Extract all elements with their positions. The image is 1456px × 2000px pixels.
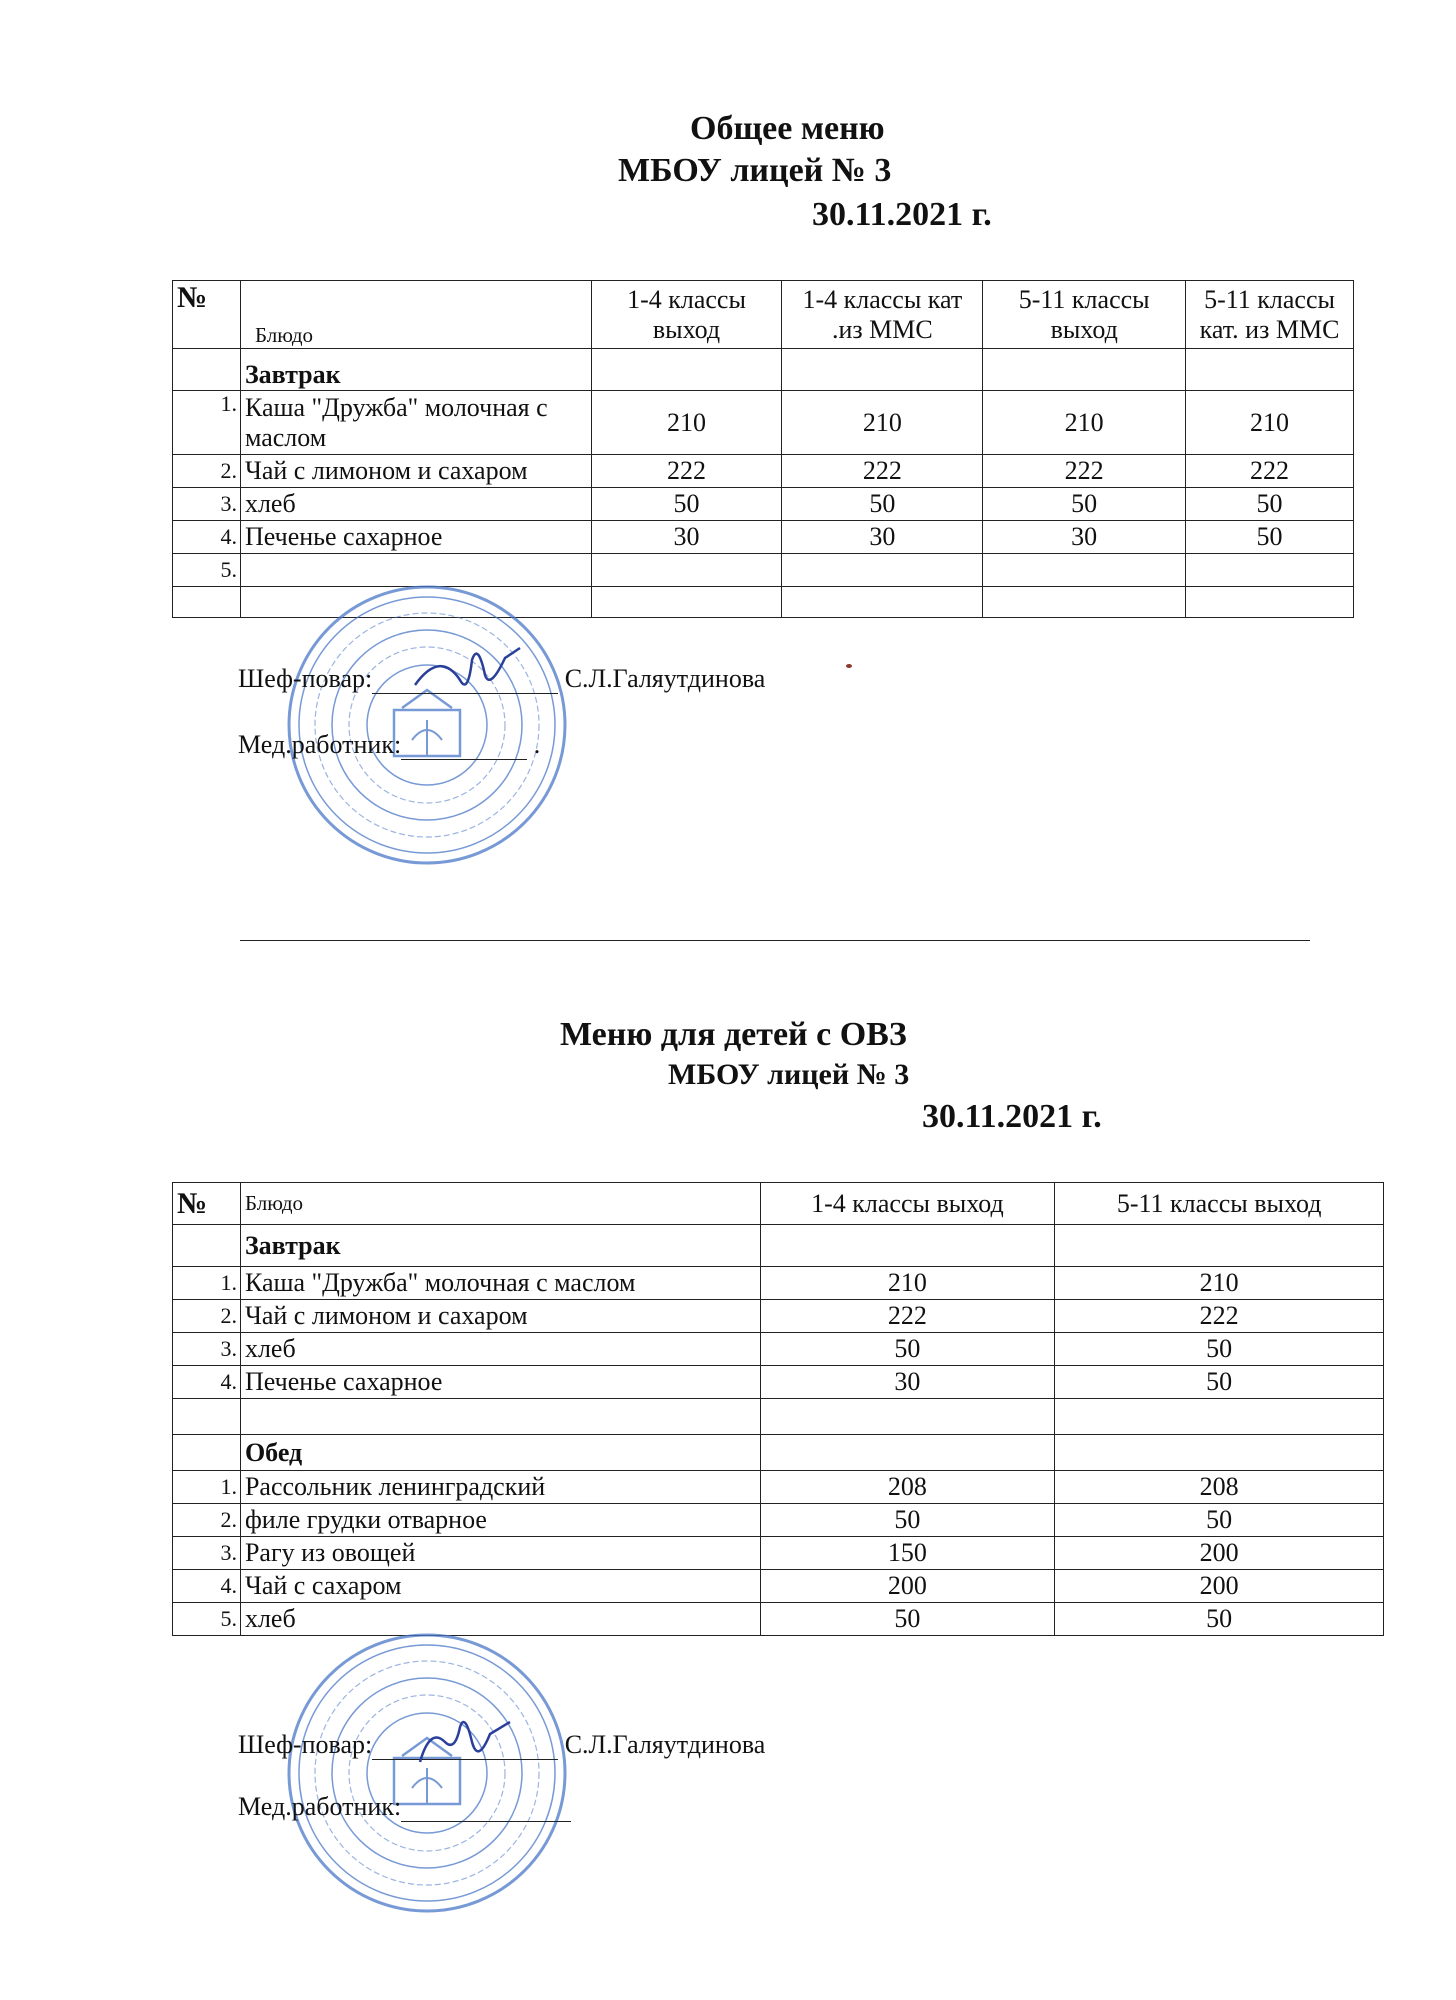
menu1-school: МБОУ лицей № 3 [618,152,892,189]
header-col-2: 1-4 классы кат .из ММС [782,281,983,349]
chef-label: Шеф-повар: [238,1730,373,1759]
row-value: 200 [1055,1537,1384,1570]
header-dish: Блюдо [240,281,591,349]
row-value: 200 [1055,1570,1384,1603]
table-row [173,1333,1384,1366]
row-value: 222 [1055,1300,1384,1333]
row-value: 200 [760,1570,1055,1603]
table-row [173,1267,1384,1300]
row-value: 222 [591,455,782,488]
table-row [173,1537,1384,1570]
row-dish: Рассольник ленинградский [240,1471,760,1504]
row-value: 50 [1055,1504,1384,1537]
row-dish: хлеб [240,1603,760,1636]
row-dish: Печенье сахарное [240,521,591,554]
row-value: 50 [983,488,1186,521]
stamp-seal-icon [282,1628,572,1918]
row-num: 4. [173,521,241,554]
section-breakfast: Завтрак [240,349,591,391]
menu2-date: 30.11.2021 г. [922,1098,1102,1135]
row-dish: Рагу из овощей [240,1537,760,1570]
row-dish: Каша "Дружба" молочная с маслом [240,1267,760,1300]
row-value: 50 [1186,521,1354,554]
row-value: 208 [1055,1471,1384,1504]
row-value: 30 [591,521,782,554]
table-row [173,455,1354,488]
section-breakfast: Завтрак [240,1225,760,1267]
row-num: 1. [173,1267,241,1300]
med-signature-line [401,733,527,760]
row-value: 208 [760,1471,1055,1504]
table-row [173,1300,1384,1333]
section-row [173,1435,1384,1471]
row-num: 4. [173,1570,241,1603]
menu1-date: 30.11.2021 г. [812,196,992,233]
header-col-1: 1-4 классы выход [591,281,782,349]
chef-name: С.Л.Галяутдинова [564,664,766,693]
row-value: 50 [760,1333,1055,1366]
row-value: 222 [760,1300,1055,1333]
header-num: № [173,1183,241,1225]
row-num: 2. [173,455,241,488]
row-value: 150 [760,1537,1055,1570]
med-label: Мед.работник: [238,730,402,759]
header-num: № [173,281,241,349]
row-value [782,554,983,587]
section-divider [240,940,1310,941]
ink-spot [846,664,852,668]
row-value: 210 [1055,1267,1384,1300]
table-row [173,1504,1384,1537]
stamp-seal-icon [282,580,572,870]
table-header-row [173,1183,1384,1225]
header-dish: Блюдо [240,1183,760,1225]
row-value: 50 [1186,488,1354,521]
row-value: 50 [760,1603,1055,1636]
row-value: 222 [1186,455,1354,488]
row-value: 210 [760,1267,1055,1300]
row-value: 50 [591,488,782,521]
row-num: 2. [173,1504,241,1537]
menu2-table [172,1182,1384,1636]
section-row [173,1225,1384,1267]
row-dish: Печенье сахарное [240,1366,760,1399]
chef-label: Шеф-повар: [238,664,373,693]
row-value: 210 [782,391,983,455]
chef-name: С.Л.Галяутдинова [564,1730,766,1759]
table-row [173,391,1354,455]
table-row [173,488,1354,521]
row-num: 1. [173,1471,241,1504]
row-dish: Чай с лимоном и сахаром [240,1300,760,1333]
row-num: 5. [173,554,241,587]
row-value: 210 [983,391,1186,455]
header-col-3: 5-11 классы выход [983,281,1186,349]
row-dish: Каша "Дружба" молочная с маслом [240,391,591,455]
header-col-4: 5-11 классы кат. из ММС [1186,281,1354,349]
row-dish: хлеб [240,1333,760,1366]
table-row [173,1366,1384,1399]
row-num: 5. [173,1603,241,1636]
menu2-title: Меню для детей с ОВЗ [560,1016,907,1053]
row-dish: Чай с лимоном и сахаром [240,455,591,488]
row-value: 30 [760,1366,1055,1399]
row-num: 3. [173,488,241,521]
table-row [173,521,1354,554]
table-row [173,1471,1384,1504]
row-value: 30 [983,521,1186,554]
menu1-med-line [238,730,540,760]
section-lunch: Обед [240,1435,760,1471]
menu1-title: Общее меню [690,110,885,147]
chef-signature-icon [410,1712,520,1772]
row-value: 30 [782,521,983,554]
menu1-table [172,280,1354,618]
row-value: 50 [1055,1333,1384,1366]
header-col-1: 1-4 классы выход [760,1183,1055,1225]
med-label: Мед.работник: [238,1792,402,1821]
med-tail: . [533,730,541,759]
table-header-row [173,281,1354,349]
row-value: 222 [983,455,1186,488]
row-num: 3. [173,1537,241,1570]
menu2-med-line [238,1792,571,1822]
row-dish: Чай с сахаром [240,1570,760,1603]
row-num: 4. [173,1366,241,1399]
row-value [1186,554,1354,587]
row-value: 210 [1186,391,1354,455]
row-value: 50 [760,1504,1055,1537]
row-num: 1. [173,391,241,455]
chef-signature-icon [410,640,530,700]
row-value: 222 [782,455,983,488]
section-row [173,349,1354,391]
row-value: 50 [1055,1603,1384,1636]
med-signature-line [401,1795,571,1822]
row-value: 50 [1055,1366,1384,1399]
table-row [173,1570,1384,1603]
row-num: 2. [173,1300,241,1333]
row-value: 50 [782,488,983,521]
row-value [591,554,782,587]
row-dish: филе грудки отварное [240,1504,760,1537]
row-num: 3. [173,1333,241,1366]
row-dish: хлеб [240,488,591,521]
row-value: 210 [591,391,782,455]
header-col-2: 5-11 классы выход [1055,1183,1384,1225]
table-row [173,1399,1384,1435]
row-value [983,554,1186,587]
menu2-school: МБОУ лицей № 3 [668,1058,910,1091]
